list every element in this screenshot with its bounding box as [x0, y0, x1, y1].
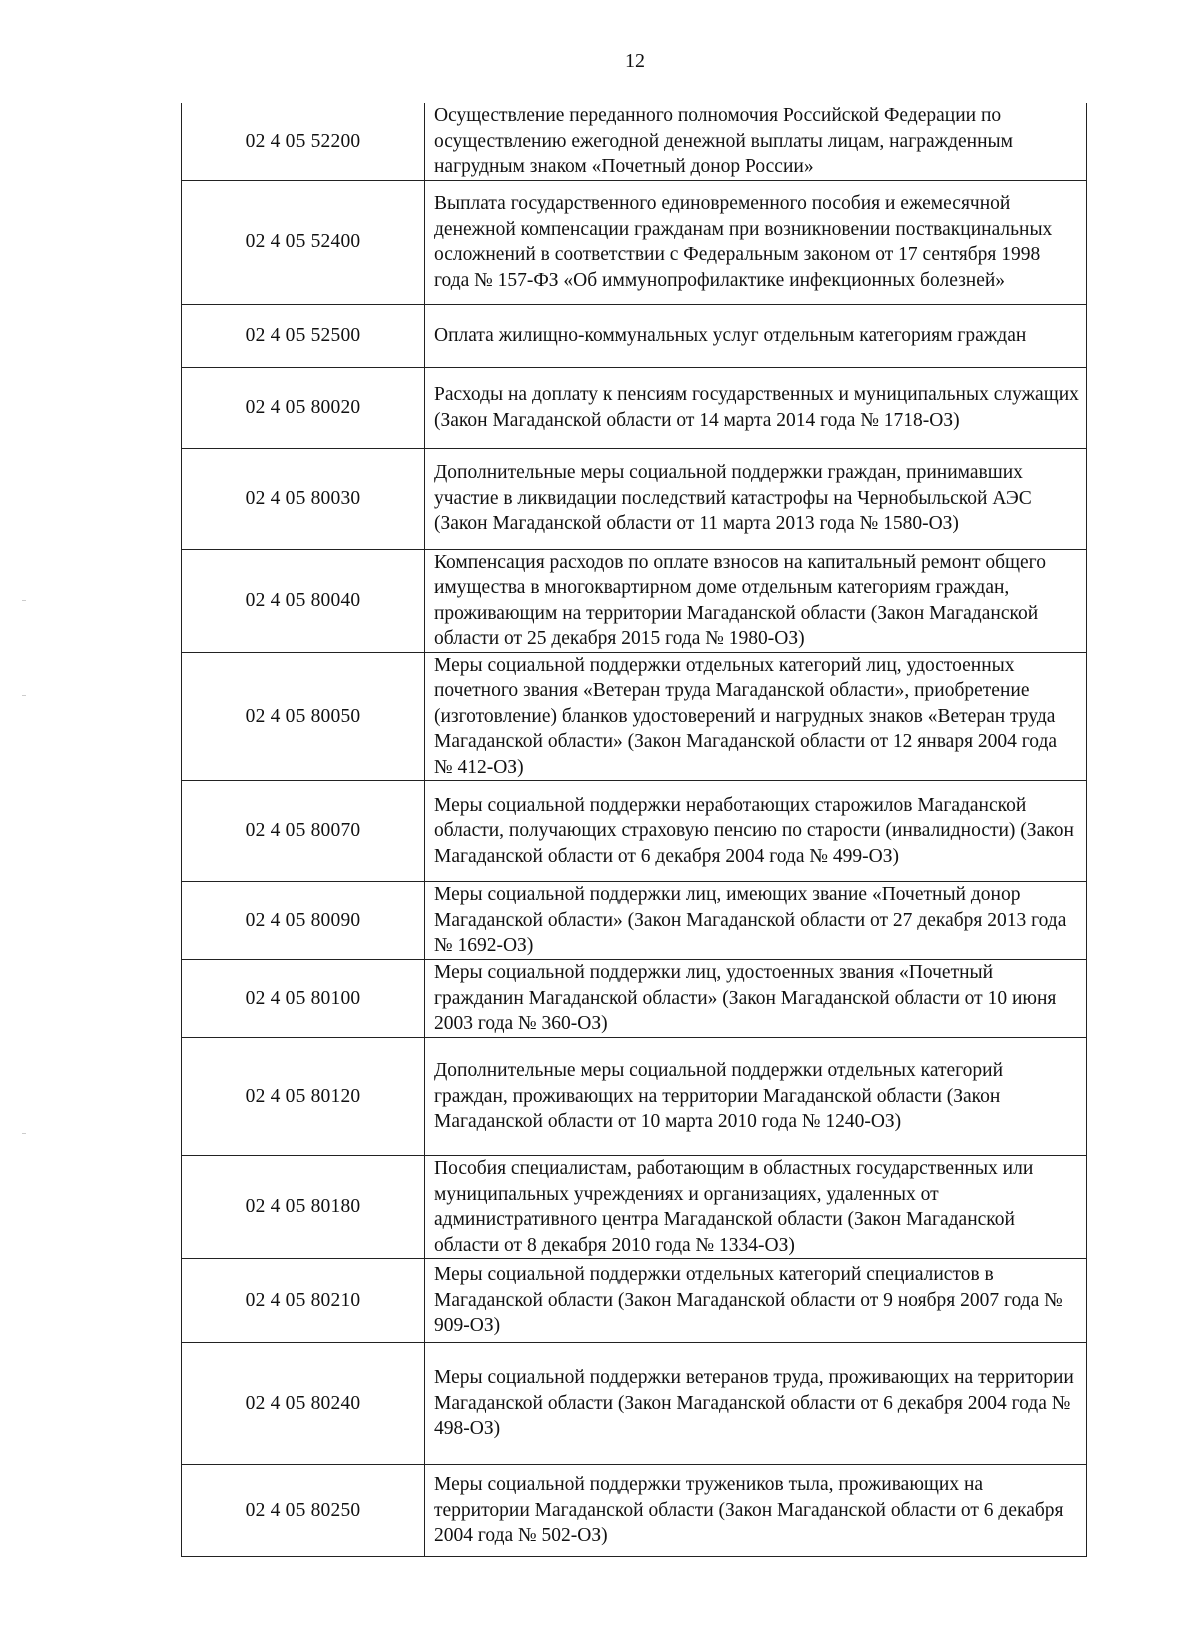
description-cell: Осуществление переданного полномочия Российской Федерации по осуществлению ежегодной денежной выплаты лицам, награжденным нагрудным знаком «Почетный донор России» [425, 103, 1087, 180]
description-cell: Меры социальной поддержки ветеранов труда, проживающих на территории Магаданской области (Закон Магаданской области от 6 декабря 2004 года № 498-ОЗ) [425, 1343, 1087, 1465]
table-row [182, 781, 1087, 882]
code-cell: 02 4 05 80020 [182, 367, 425, 448]
description-cell: Дополнительные меры социальной поддержки отдельных категорий граждан, проживающих на территории Магаданской области (Закон Магаданской области от 10 марта 2010 года № 1240-ОЗ) [425, 1038, 1087, 1156]
code-cell: 02 4 05 80100 [182, 960, 425, 1038]
description-cell: Меры социальной поддержки лиц, имеющих звание «Почетный донор Магаданской области» (Закон Магаданской области от 27 декабря 2013 года № 1692-ОЗ) [425, 882, 1087, 960]
description-cell: Меры социальной поддержки отдельных категорий специалистов в Магаданской области (Закон Магаданской области от 9 ноября 2007 года № 909-ОЗ) [425, 1259, 1087, 1343]
table-row [182, 1038, 1087, 1156]
scan-artifact [22, 695, 26, 696]
code-cell: 02 4 05 52400 [182, 180, 425, 304]
description-cell: Расходы на доплату к пенсиям государственных и муниципальных служащих (Закон Магаданской области от 14 марта 2014 года № 1718-ОЗ) [425, 367, 1087, 448]
code-cell: 02 4 05 80070 [182, 781, 425, 882]
code-cell: 02 4 05 80210 [182, 1259, 425, 1343]
page-number: 12 [625, 50, 645, 72]
table-row [182, 549, 1087, 652]
description-cell: Меры социальной поддержки отдельных категорий лиц, удостоенных почетного звания «Ветеран труда Магаданской области», приобретение (изготовление) бланков удостоверений и нагрудных знаков «Ветеран труда Магаданской области» (Закон Магаданской области от 12 января 2004 года № 412-ОЗ) [425, 652, 1087, 781]
table-row [182, 882, 1087, 960]
description-cell: Компенсация расходов по оплате взносов на капитальный ремонт общего имущества в многоквартирном доме отдельным категориям граждан, проживающим на территории Магаданской области (Закон Магаданской области от 25 декабря 2015 года № 1980-ОЗ) [425, 549, 1087, 652]
description-cell: Дополнительные меры социальной поддержки граждан, принимавших участие в ликвидации последствий катастрофы на Чернобыльской АЭС (Закон Магаданской области от 11 марта 2013 года № 1580-ОЗ) [425, 448, 1087, 549]
budget-classification-table [181, 103, 1087, 1557]
table-row [182, 448, 1087, 549]
code-cell: 02 4 05 80250 [182, 1465, 425, 1557]
code-cell: 02 4 05 52500 [182, 304, 425, 367]
scan-artifact [22, 600, 26, 601]
table-row [182, 1343, 1087, 1465]
description-cell: Меры социальной поддержки лиц, удостоенных звания «Почетный гражданин Магаданской области» (Закон Магаданской области от 10 июня 2003 года № 360-ОЗ) [425, 960, 1087, 1038]
table-row [182, 960, 1087, 1038]
code-cell: 02 4 05 80090 [182, 882, 425, 960]
table-row [182, 103, 1087, 180]
description-cell: Пособия специалистам, работающим в областных государственных или муниципальных учреждениях и организациях, удаленных от административного центра Магаданской области (Закон Магаданской области от 8 декабря 2010 года № 1334-ОЗ) [425, 1156, 1087, 1259]
code-cell: 02 4 05 80030 [182, 448, 425, 549]
table-row [182, 652, 1087, 781]
code-cell: 02 4 05 80120 [182, 1038, 425, 1156]
table-body [182, 103, 1087, 1557]
scan-artifact [22, 1133, 26, 1134]
code-cell: 02 4 05 80050 [182, 652, 425, 781]
table-row [182, 367, 1087, 448]
code-cell: 02 4 05 80040 [182, 549, 425, 652]
description-cell: Меры социальной поддержки тружеников тыла, проживающих на территории Магаданской области (Закон Магаданской области от 6 декабря 2004 года № 502-ОЗ) [425, 1465, 1087, 1557]
table-row [182, 1259, 1087, 1343]
code-cell: 02 4 05 80180 [182, 1156, 425, 1259]
table-row [182, 1465, 1087, 1557]
description-cell: Выплата государственного единовременного пособия и ежемесячной денежной компенсации гражданам при возникновении поствакцинальных осложнений в соответствии с Федеральным законом от 17 сентября 1998 года № 157-ФЗ «Об иммунопрофилактике инфекционных болезней» [425, 180, 1087, 304]
description-cell: Оплата жилищно-коммунальных услуг отдельным категориям граждан [425, 304, 1087, 367]
table-row [182, 180, 1087, 304]
code-cell: 02 4 05 80240 [182, 1343, 425, 1465]
code-cell: 02 4 05 52200 [182, 103, 425, 180]
description-cell: Меры социальной поддержки неработающих старожилов Магаданской области, получающих страховую пенсию по старости (инвалидности) (Закон Магаданской области от 6 декабря 2004 года № 499-ОЗ) [425, 781, 1087, 882]
table-row [182, 1156, 1087, 1259]
table-row [182, 304, 1087, 367]
